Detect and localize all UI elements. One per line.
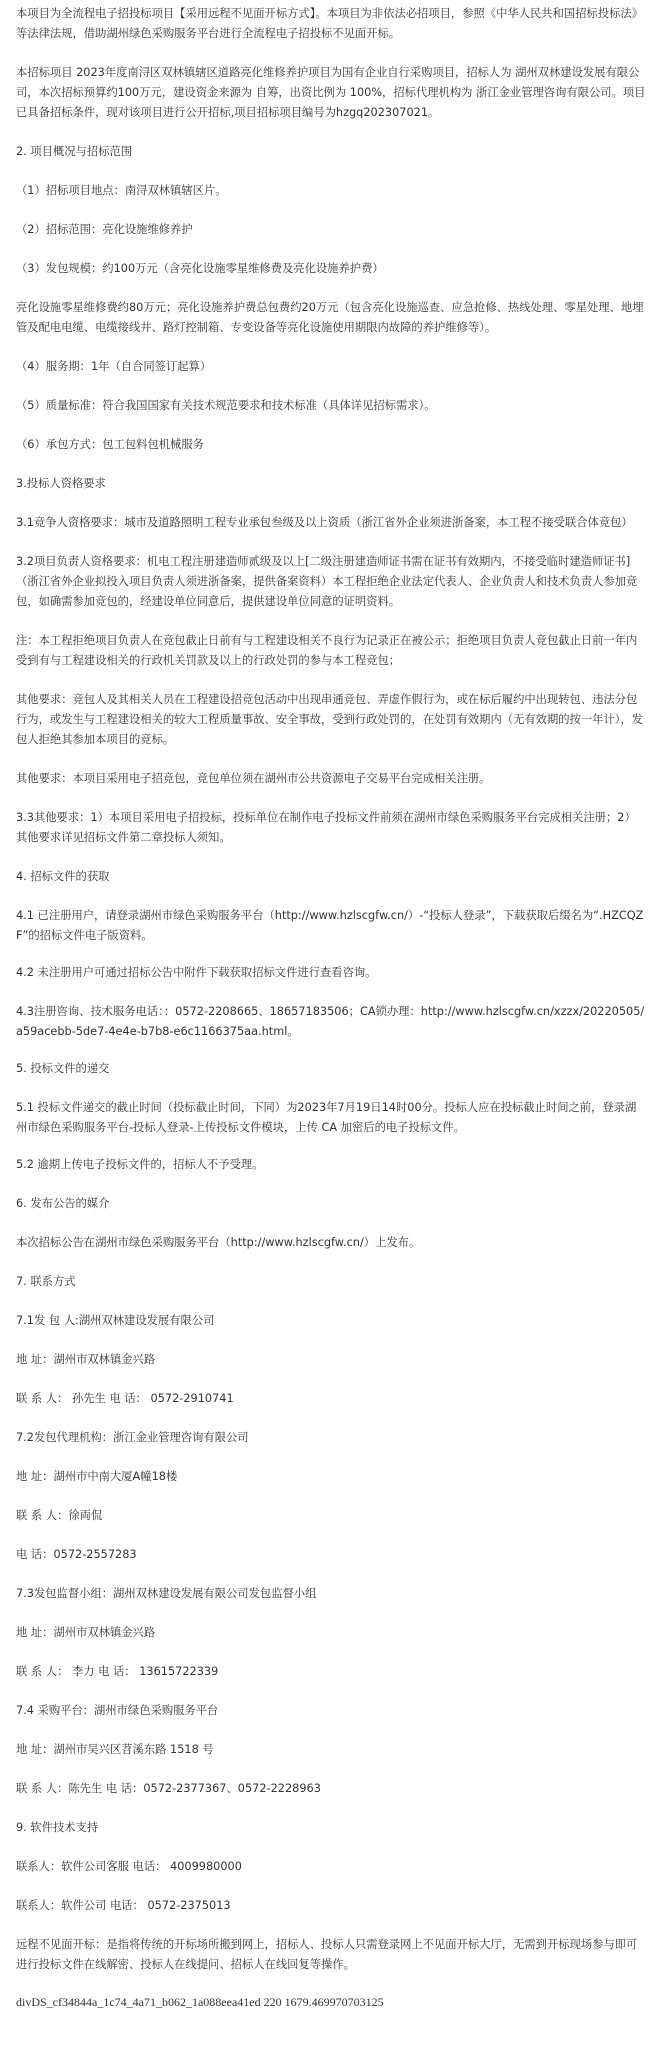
submit-5-1: 5.1 投标文件递交的截止时间（投标截止时间，下同）为2023年7月19日14时00分。投标人应在投标截止时间之前，登录湖州市绿色采购服务平台-投标人登录-上传投标文件模块，上传 CA 加密后的电子投标文件。 [16, 1101, 637, 1134]
other-requirements-1: 其他要求：竞包人及其相关人员在工程建设招竞包活动中出现串通竞包、弄虚作假行为，或在标后履约中出现转包、违法分包行为，或发生与工程建设相关的较大工程质量事故、安全事故，受到行政处罚的，在处罚有效期内（无有效期的按一年计），发包人拒绝其参加本项目的竞标。 [16, 693, 643, 746]
item-service-period: （4）服务期：1年（自合同签订起算） [16, 360, 212, 373]
contact-7-2-address: 地 址：湖州市中南大厦A幢18楼 [16, 1470, 178, 1483]
item-scope: （2）招标范围：亮化设施维修养护 [16, 223, 193, 236]
support-contact-2: 联系人：软件公司 电话： 0572-2375013 [16, 1899, 231, 1912]
item-location: （1）招标项目地点：南浔双林镇辖区片。 [16, 184, 227, 197]
section-heading-2: 2. 项目概况与招标范围 [16, 145, 133, 158]
item-scale: （3）发包规模：约100万元（含亮化设施零星维修费及亮化设施养护费） [16, 262, 384, 275]
item-quality-standard: （5）质量标准：符合我国国家有关技术规范要求和技术标准（具体详见招标需求）。 [16, 399, 436, 412]
section-heading-9: 9. 软件技术支持 [16, 1821, 99, 1834]
section-heading-3: 3.投标人资格要求 [16, 477, 106, 490]
other-requirements-2: 其他要求：本项目采用电子招竞包，竞包单位须在湖州市公共资源电子交易平台完成相关注册。 [16, 772, 491, 785]
obtain-4-3: 4.3注册咨询、技术服务电话：：0572-2208665、18657183506；CA锁办理：http://www.hzlscgfw.cn/xzzx/20220505/a59acebb-5de7-4e4e-b7b8-e6c1166375aa.html。 [16, 1005, 645, 1038]
section-heading-7: 7. 联系方式 [16, 1275, 76, 1288]
element-id-trailer: divDS_cf34844a_1c74_4a71_b062_1a088eea41ed 220 1679.469970703125 [16, 1995, 384, 2009]
contact-7-3-person: 联 系 人： 李力 电 话： 13615722339 [16, 1665, 219, 1678]
item-contract-mode: （6）承包方式：包工包料包机械服务 [16, 438, 204, 451]
qualification-3-2: 3.2项目负责人资格要求：机电工程注册建造师贰级及以上[二级注册建造师证书需在证书有效期内，不接受临时建造师证书]（浙江省外企业拟投入项目负责人须进浙备案，提供备案资料）本工程拒绝企业法定代表人、企业负责人和技术负责人参加竞包，如确需参加竞包的，经建设单位同意后，提供建设单位同意的证明资料。 [16, 555, 638, 608]
publish-media: 本次招标公告在湖州市绿色采购服务平台（http://www.hzlscgfw.cn/）上发布。 [16, 1236, 421, 1249]
contact-7-2-org: 7.2发包代理机构：浙江金业管理咨询有限公司 [16, 1431, 249, 1444]
contact-7-2-phone: 电 话：0572-2557283 [16, 1548, 137, 1561]
obtain-4-1: 4.1 已注册用户，请登录湖州市绿色采购服务平台（http://www.hzlscgfw.cn/）-“投标人登录”，下载获取后缀名为“.HZCQZF”的招标文件电子版资料。 [16, 909, 644, 942]
contact-7-4-platform: 7.4 采购平台：湖州市绿色采购服务平台 [16, 1704, 219, 1717]
intro-paragraph: 本项目为全流程电子招投标项目【采用远程不见面开标方式】。本项目为非依法必招项目，参照《中华人民共和国招标投标法》等法律法规，借助湖州绿色采购服务平台进行全流程电子招投标不见面开标。 [16, 7, 643, 40]
project-overview-paragraph: 本招标项目 2023年度南浔区双林镇辖区道路亮化维修养护项目为国有企业自行采购项目，招标人为 湖州双林建设发展有限公司，本次招标预算约100万元，建设资金来源为 自筹，出资比例为 100%，招标代理机构为 浙江金业管理咨询有限公司。项目已具备招标条件，现对该项目进行公开招标,项目招标项目编号为hzgq202307021。 [16, 66, 646, 119]
contact-7-1-address: 地 址：湖州市双林镇金兴路 [16, 1353, 156, 1366]
contact-7-4-address: 地 址：湖州市吴兴区苕溪东路 1518 号 [16, 1743, 214, 1756]
support-contact-1: 联系人：软件公司客服 电话： 4009980000 [16, 1860, 242, 1873]
qualification-3-3: 3.3其他要求：1）本项目采用电子招投标，投标单位在制作电子投标文件前须在湖州市绿色采购服务平台完成相关注册；2）其他要求详见招标文件第二章投标人须知。 [16, 811, 636, 844]
qualification-3-1: 3.1竞争人资格要求：城市及道路照明工程专业承包叁级及以上资质（浙江省外企业须进浙备案，本工程不接受联合体竞包） [16, 516, 633, 529]
contact-7-3-org: 7.3发包监督小组：湖州双林建设发展有限公司发包监督小组 [16, 1587, 317, 1600]
qualification-note: 注：本工程拒绝项目负责人在竞包截止日前有与工程建设相关不良行为记录正在被公示；拒绝项目负责人竞包截止日前一年内受到有与工程建设相关的行政机关罚款及以上的行政处罚的参与本工程竞包； [16, 634, 638, 667]
section-heading-6: 6. 发布公告的媒介 [16, 1197, 110, 1210]
obtain-4-2: 4.2 未注册用户可通过招标公告中附件下载获取招标文件进行查看咨询。 [16, 966, 377, 979]
contact-7-1-org: 7.1发 包 人:湖州双林建设发展有限公司 [16, 1314, 215, 1327]
contact-7-4-person: 联 系 人：陈先生 电 话：0572-2377367、0572-2228963 [16, 1782, 321, 1795]
submit-5-2: 5.2 逾期上传电子投标文件的，招标人不予受理。 [16, 1158, 264, 1171]
remote-opening-note: 远程不见面开标：是指将传统的开标场所搬到网上，招标人、投标人只需登录网上不见面开标大厅，无需到开标现场参与即可进行投标文件在线解密、投标人在线提问、招标人在线回复等操作。 [16, 1938, 638, 1971]
contact-7-1-person: 联 系 人： 孙先生 电 话： 0572-2910741 [16, 1392, 234, 1405]
section-heading-5: 5. 投标文件的递交 [16, 1062, 110, 1075]
fee-breakdown-paragraph: 亮化设施零星维修费约80万元；亮化设施养护费总包费约20万元（包含亮化设施巡查、应急抢修、热线处理、零星处理、地埋管及配电电缆、电缆接线井、路灯控制箱、专变设备等亮化设施使用期限内故障的养护维修等）。 [16, 301, 644, 334]
contact-7-3-address: 地 址：湖州市双林镇金兴路 [16, 1626, 156, 1639]
contact-7-2-person: 联 系 人：徐両侃 [16, 1509, 103, 1522]
section-heading-4: 4. 招标文件的获取 [16, 870, 110, 883]
